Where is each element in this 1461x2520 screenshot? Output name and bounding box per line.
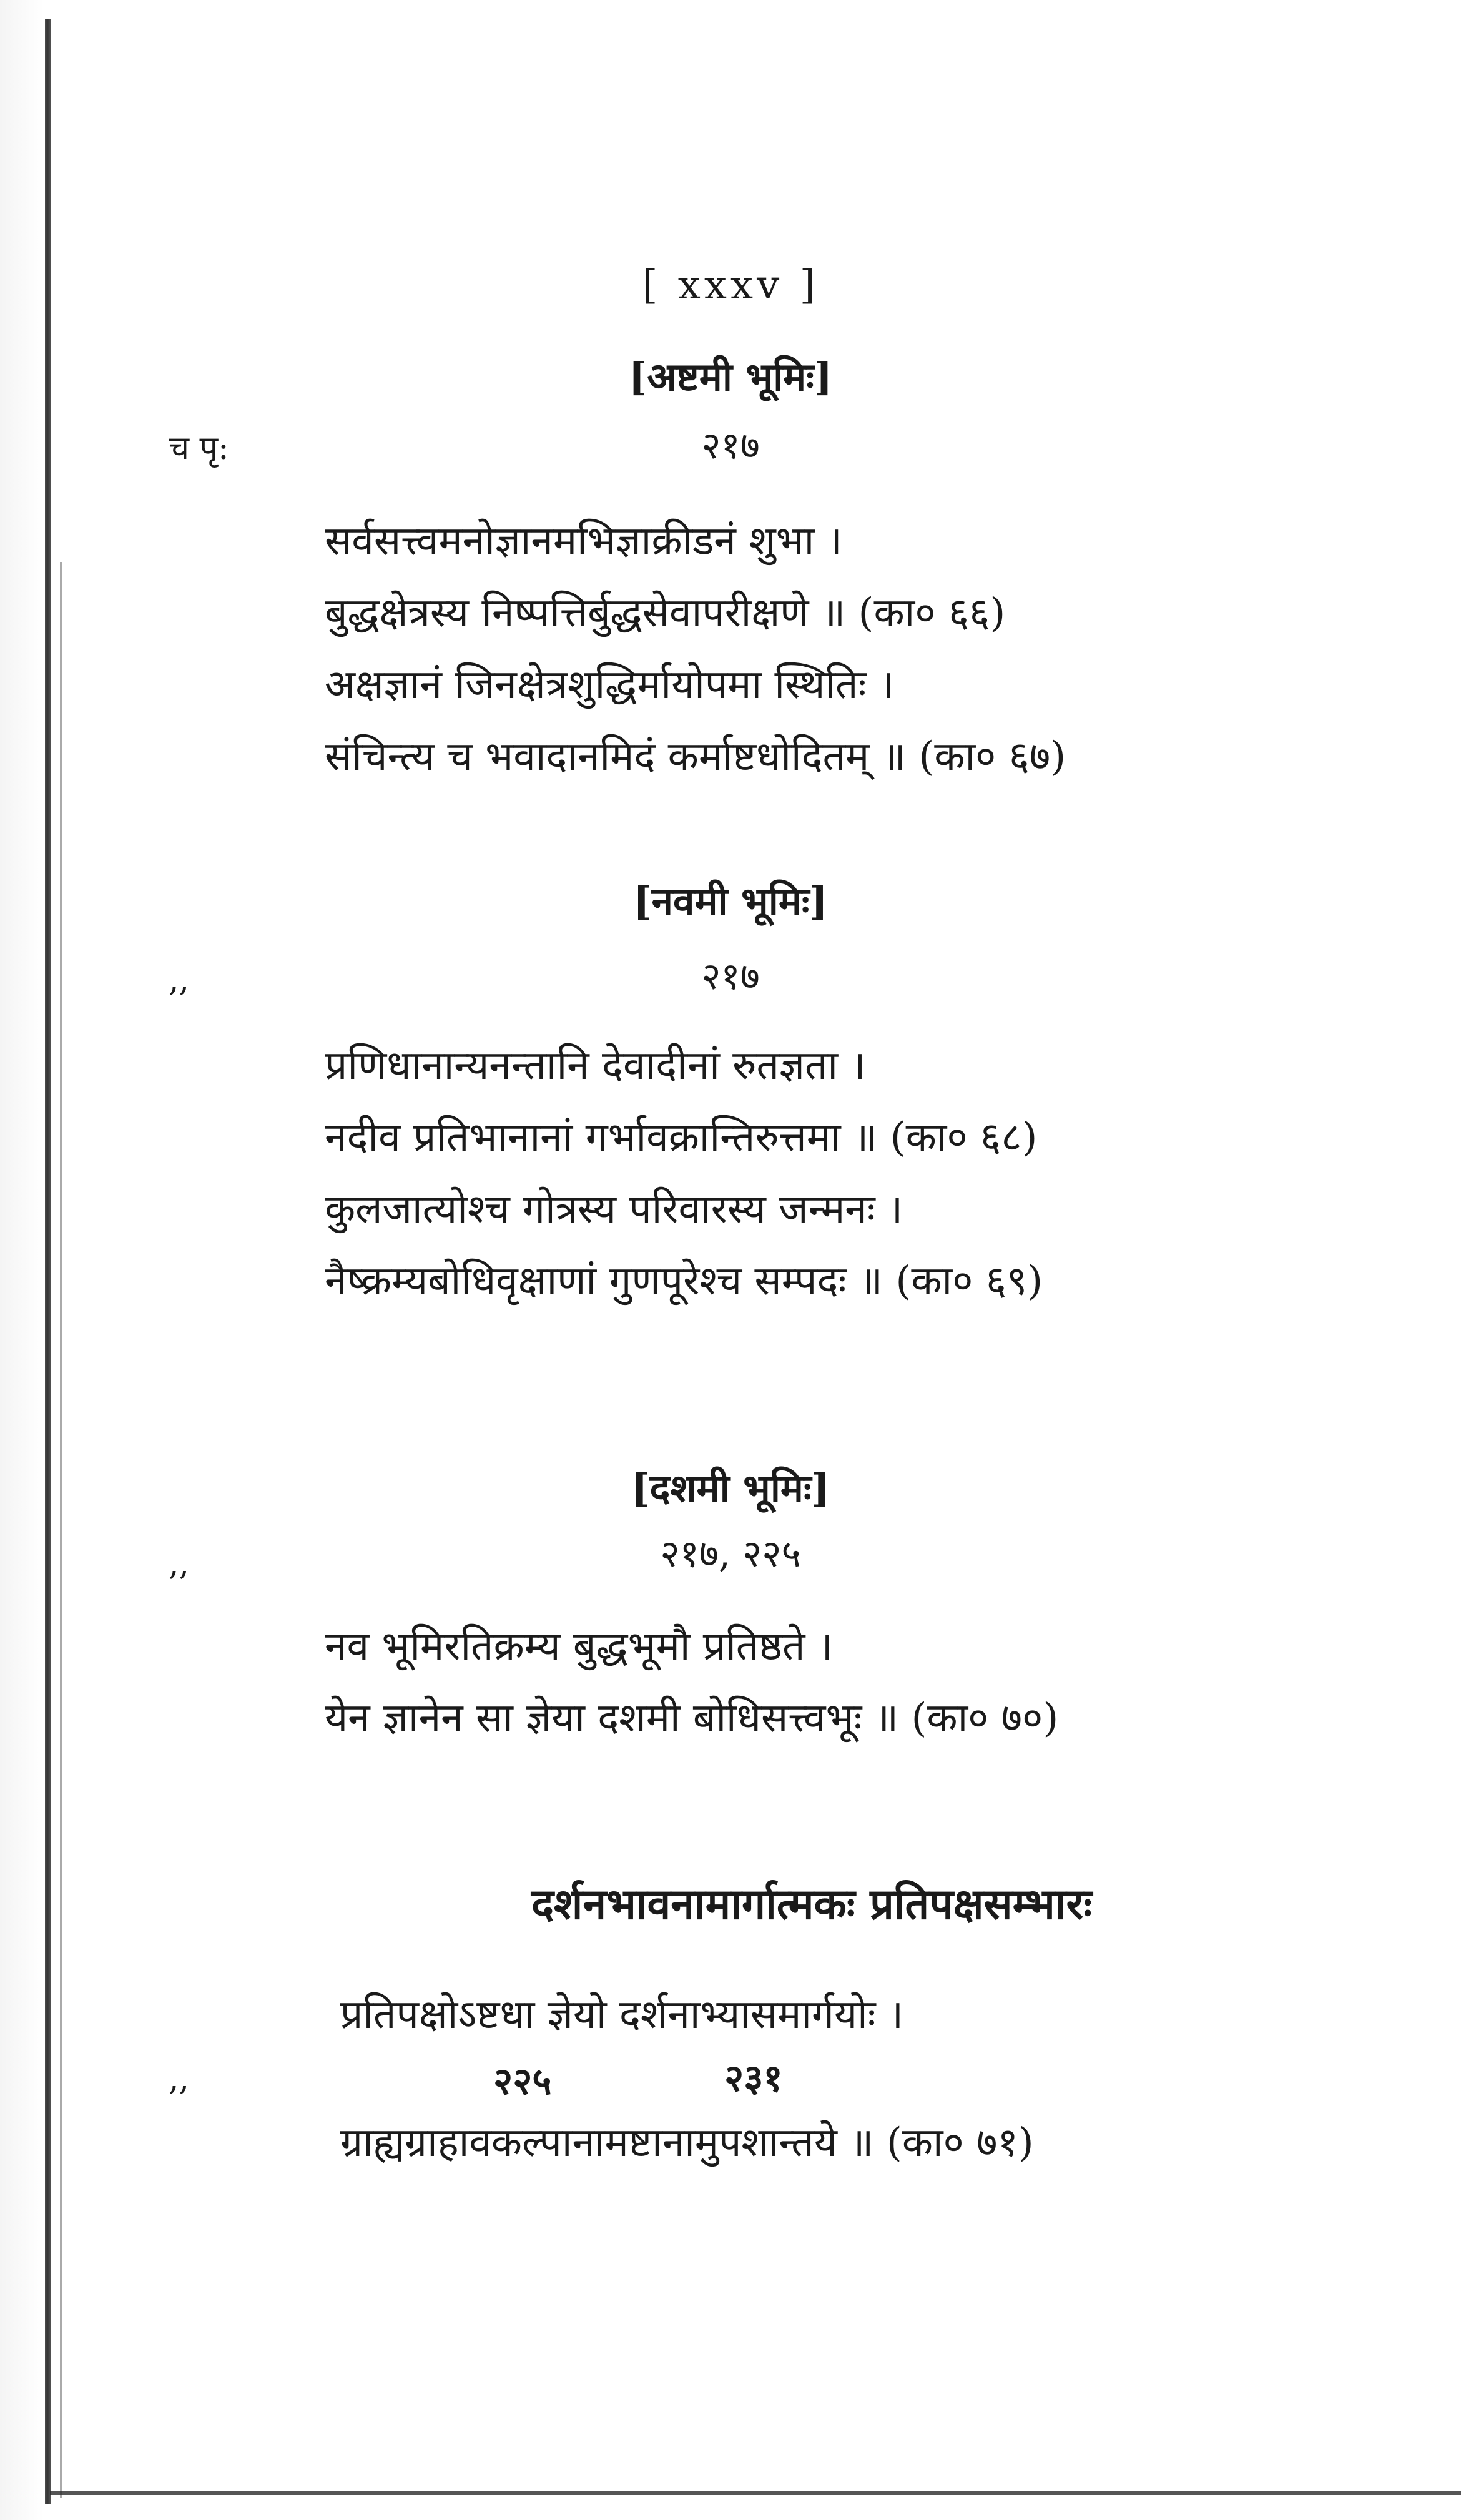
section-heading-dashami: [दशमी भूमिः] (631, 1465, 830, 1511)
verse-line: नव भूमिरतिक्रम्य बुद्धभूमौ प्रतिष्ठते । (325, 1623, 834, 1670)
page-number: [ xxxv ] (642, 262, 819, 308)
verse-line: नदीव प्रतिभानानां गर्भावक्रान्तिरुत्तमा ॥ (का० ६८) (325, 1115, 1038, 1161)
margin-note-navami: ,, (169, 962, 190, 999)
verse-line: कुलजात्योश्च गोत्रस्य परिवारस्य जन्मनः । (325, 1186, 903, 1233)
margin-note-ashtami: च पृ: (169, 430, 229, 467)
verse-line: प्रतिपक्षोऽष्टधा ज्ञेयो दर्शनाभ्यासमार्गयोः । (340, 1992, 904, 2038)
verse-line: प्रणिधानान्यनन्तानि देवादीनां रुतज्ञता । (325, 1043, 866, 1089)
section-heading-ashtami: [अष्टमी भूमिः] (628, 354, 833, 400)
page-ref-ashtami: २१७ (701, 424, 760, 468)
section-title-pratipaksha: दर्शनभावनामार्गात्मकः प्रतिपक्षसम्भारः (531, 1879, 1093, 1929)
verse-line: अक्षज्ञानं जिनक्षेत्रशुद्धिर्मायोपमा स्थितिः । (325, 662, 895, 708)
section-heading-navami: [नवमी भूमिः] (633, 879, 828, 924)
margin-note-final: ,, (169, 2060, 190, 2098)
page-ref-navami: २१७ (701, 955, 760, 998)
verse-line: ग्राह्यग्राहावकल्पानामष्टानामुपशान्तये ॥ (का० ७१) (340, 2120, 1034, 2166)
verse-line: बुद्धक्षेत्रस्य निष्पत्तिर्बुद्धसेवापरीक्षणे ॥ (का० ६६) (325, 590, 1006, 636)
page-ref-left: २२५ (493, 2060, 552, 2104)
verse-line: संचिन्त्य च भवादानमिदं कर्माष्टधोदितम् ॥ (का० ६७) (325, 734, 1066, 780)
bottom-edge-line (50, 2491, 1461, 2495)
page-ref-dashami: २१७, २२५ (660, 1532, 801, 1576)
verse-line: सर्वसत्त्वमनोज्ञानमभिज्ञाक्रीडनं शुभा । (325, 518, 842, 564)
margin-note-dashami: ,, (169, 1545, 190, 1583)
verse-line: येन ज्ञानेन सा ज्ञेया दशमी बोधिसत्त्वभूः ॥ (का० ७०) (325, 1695, 1059, 1741)
page-ref-right: २३१ (724, 2057, 783, 2100)
verse-line: नैष्क्रम्यबोधिवृक्षाणां गुणपूरेश्च सम्पदः ॥ (का० ६९) (325, 1258, 1043, 1304)
